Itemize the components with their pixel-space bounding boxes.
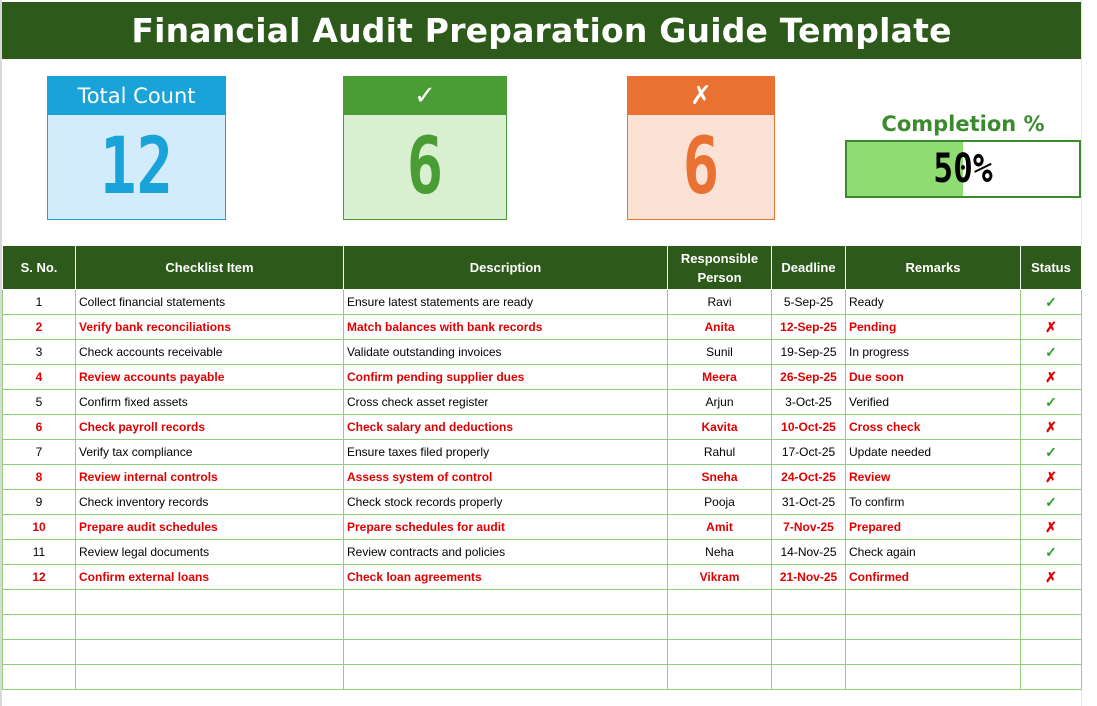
cell-deadline[interactable]: 10-Oct-25 <box>772 415 846 440</box>
empty-cell[interactable] <box>772 590 846 615</box>
cell-description[interactable]: Ensure taxes filed properly <box>344 440 668 465</box>
cell-checklist-item[interactable]: Collect financial statements <box>76 290 344 315</box>
cell-remarks[interactable]: Due soon <box>846 365 1021 390</box>
cell-checklist-item[interactable]: Prepare audit schedules <box>76 515 344 540</box>
cell-sno[interactable]: 2 <box>3 315 76 340</box>
cell-remarks[interactable]: Review <box>846 465 1021 490</box>
status-cross-icon: ✗ <box>1045 368 1057 385</box>
cell-checklist-item[interactable]: Confirm fixed assets <box>76 390 344 415</box>
check-icon: ✓ <box>344 77 506 115</box>
cell-status[interactable] <box>1021 365 1082 390</box>
header-remarks[interactable]: Remarks <box>846 246 1021 290</box>
empty-cell[interactable] <box>846 665 1021 690</box>
status-cross-icon: ✗ <box>1045 318 1057 335</box>
empty-cell[interactable] <box>3 590 76 615</box>
empty-cell[interactable] <box>344 615 668 640</box>
cell-sno[interactable]: 11 <box>3 540 76 565</box>
cell-description[interactable]: Validate outstanding invoices <box>344 340 668 365</box>
cell-status[interactable] <box>1021 340 1082 365</box>
cell-description[interactable]: Check stock records properly <box>344 490 668 515</box>
cell-description[interactable]: Prepare schedules for audit <box>344 515 668 540</box>
empty-cell[interactable] <box>772 640 846 665</box>
cell-remarks[interactable]: Confirmed <box>846 565 1021 590</box>
status-cross-icon: ✗ <box>1045 568 1057 585</box>
completed-count-value: 6 <box>406 122 444 212</box>
cell-description[interactable]: Confirm pending supplier dues <box>344 365 668 390</box>
cell-responsible-person[interactable]: Anita <box>668 315 772 340</box>
cell-deadline[interactable]: 21-Nov-25 <box>772 565 846 590</box>
cell-deadline[interactable]: 31-Oct-25 <box>772 490 846 515</box>
empty-cell[interactable] <box>344 665 668 690</box>
empty-cell[interactable] <box>772 665 846 690</box>
cell-checklist-item[interactable]: Confirm external loans <box>76 565 344 590</box>
cell-deadline[interactable]: 3-Oct-25 <box>772 390 846 415</box>
cell-deadline[interactable]: 7-Nov-25 <box>772 515 846 540</box>
cell-remarks[interactable]: To confirm <box>846 490 1021 515</box>
empty-cell[interactable] <box>76 615 344 640</box>
cell-description[interactable]: Match balances with bank records <box>344 315 668 340</box>
table-row <box>3 290 1082 315</box>
table-row <box>3 315 1082 340</box>
cell-status[interactable] <box>1021 540 1082 565</box>
cell-responsible-person[interactable]: Ravi <box>668 290 772 315</box>
empty-cell[interactable] <box>668 640 772 665</box>
empty-cell[interactable] <box>1021 665 1082 690</box>
cell-description[interactable]: Cross check asset register <box>344 390 668 415</box>
cell-remarks[interactable]: Ready <box>846 290 1021 315</box>
cell-checklist-item[interactable]: Check payroll records <box>76 415 344 440</box>
empty-cell[interactable] <box>668 615 772 640</box>
cross-icon: ✗ <box>628 77 774 115</box>
status-check-icon: ✓ <box>1045 543 1057 560</box>
cell-remarks[interactable]: Pending <box>846 315 1021 340</box>
empty-table-row <box>3 590 1082 615</box>
cell-sno[interactable]: 8 <box>3 465 76 490</box>
status-cross-icon: ✗ <box>1045 418 1057 435</box>
empty-cell[interactable] <box>846 615 1021 640</box>
table-row <box>3 415 1082 440</box>
total-count-value: 12 <box>99 122 174 212</box>
header-checklist-item[interactable]: Checklist Item <box>76 246 344 290</box>
header-responsible-person[interactable]: Responsible Person <box>668 246 772 290</box>
cell-sno[interactable]: 6 <box>3 415 76 440</box>
empty-cell[interactable] <box>344 590 668 615</box>
empty-cell[interactable] <box>846 640 1021 665</box>
cell-responsible-person[interactable]: Arjun <box>668 390 772 415</box>
cell-sno[interactable]: 12 <box>3 565 76 590</box>
checklist-table-body <box>3 290 1082 690</box>
cell-deadline[interactable]: 26-Sep-25 <box>772 365 846 390</box>
status-check-icon: ✓ <box>1045 393 1057 410</box>
checklist-table <box>2 245 1082 690</box>
cell-remarks[interactable]: In progress <box>846 340 1021 365</box>
cell-description[interactable]: Assess system of control <box>344 465 668 490</box>
cell-responsible-person[interactable]: Neha <box>668 540 772 565</box>
empty-cell[interactable] <box>76 640 344 665</box>
table-row <box>3 440 1082 465</box>
cell-deadline[interactable]: 5-Sep-25 <box>772 290 846 315</box>
cell-deadline[interactable]: 17-Oct-25 <box>772 440 846 465</box>
completion-progress-bar <box>845 140 1081 198</box>
pending-count-card <box>627 76 775 220</box>
sheet-right-margin <box>1081 0 1097 706</box>
empty-cell[interactable] <box>1021 640 1082 665</box>
empty-cell[interactable] <box>76 590 344 615</box>
table-row <box>3 540 1082 565</box>
cell-status[interactable] <box>1021 465 1082 490</box>
cell-checklist-item[interactable]: Review internal controls <box>76 465 344 490</box>
cell-remarks[interactable]: Verified <box>846 390 1021 415</box>
header-sno[interactable]: S. No. <box>3 246 76 290</box>
status-check-icon: ✓ <box>1045 493 1057 510</box>
status-cross-icon: ✗ <box>1045 518 1057 535</box>
empty-cell[interactable] <box>344 640 668 665</box>
cell-sno[interactable]: 4 <box>3 365 76 390</box>
cell-sno[interactable]: 5 <box>3 390 76 415</box>
table-header-row <box>3 246 1082 290</box>
table-row <box>3 515 1082 540</box>
table-row <box>3 465 1082 490</box>
cell-responsible-person[interactable]: Pooja <box>668 490 772 515</box>
table-row <box>3 340 1082 365</box>
empty-table-row <box>3 615 1082 640</box>
cell-responsible-person[interactable]: Sunil <box>668 340 772 365</box>
cell-deadline[interactable]: 24-Oct-25 <box>772 465 846 490</box>
table-row <box>3 565 1082 590</box>
cell-remarks[interactable]: Update needed <box>846 440 1021 465</box>
empty-cell[interactable] <box>1021 590 1082 615</box>
table-row <box>3 390 1082 415</box>
empty-cell[interactable] <box>3 640 76 665</box>
cell-responsible-person[interactable]: Vikram <box>668 565 772 590</box>
cell-responsible-person[interactable]: Meera <box>668 365 772 390</box>
completed-count-card <box>343 76 507 220</box>
empty-cell[interactable] <box>668 665 772 690</box>
empty-table-row <box>3 665 1082 690</box>
empty-cell[interactable] <box>76 665 344 690</box>
cell-status[interactable] <box>1021 415 1082 440</box>
cell-status[interactable] <box>1021 315 1082 340</box>
cell-responsible-person[interactable]: Kavita <box>668 415 772 440</box>
cell-remarks[interactable]: Cross check <box>846 415 1021 440</box>
cell-checklist-item[interactable]: Verify tax compliance <box>76 440 344 465</box>
empty-cell[interactable] <box>668 590 772 615</box>
cell-status[interactable] <box>1021 440 1082 465</box>
pending-count-value: 6 <box>682 122 720 212</box>
empty-cell[interactable] <box>1021 615 1082 640</box>
cell-remarks[interactable]: Prepared <box>846 515 1021 540</box>
status-check-icon: ✓ <box>1045 443 1057 460</box>
cell-sno[interactable]: 7 <box>3 440 76 465</box>
total-count-card <box>47 76 226 220</box>
cell-sno[interactable]: 1 <box>3 290 76 315</box>
header-status[interactable]: Status <box>1021 246 1082 290</box>
table-row <box>3 490 1082 515</box>
cell-remarks[interactable]: Check again <box>846 540 1021 565</box>
cell-responsible-person[interactable]: Amit <box>668 515 772 540</box>
cell-checklist-item[interactable]: Check accounts receivable <box>76 340 344 365</box>
empty-cell[interactable] <box>3 665 76 690</box>
cell-checklist-item[interactable]: Review accounts payable <box>76 365 344 390</box>
status-cross-icon: ✗ <box>1045 468 1057 485</box>
page-title: Financial Audit Preparation Guide Template <box>2 2 1081 59</box>
status-check-icon: ✓ <box>1045 293 1057 310</box>
cell-status[interactable] <box>1021 290 1082 315</box>
header-deadline[interactable]: Deadline <box>772 246 846 290</box>
table-row <box>3 365 1082 390</box>
cell-status[interactable] <box>1021 565 1082 590</box>
cell-checklist-item[interactable]: Verify bank reconciliations <box>76 315 344 340</box>
cell-sno[interactable]: 3 <box>3 340 76 365</box>
header-description[interactable]: Description <box>344 246 668 290</box>
completion-label: Completion % <box>881 112 1045 136</box>
cell-deadline[interactable]: 14-Nov-25 <box>772 540 846 565</box>
empty-cell[interactable] <box>846 590 1021 615</box>
total-count-label: Total Count <box>48 77 225 115</box>
empty-cell[interactable] <box>3 615 76 640</box>
cell-sno[interactable]: 10 <box>3 515 76 540</box>
cell-description[interactable]: Check loan agreements <box>344 565 668 590</box>
cell-status[interactable] <box>1021 515 1082 540</box>
status-check-icon: ✓ <box>1045 343 1057 360</box>
cell-deadline[interactable]: 19-Sep-25 <box>772 340 846 365</box>
cell-responsible-person[interactable]: Rahul <box>668 440 772 465</box>
cell-status[interactable] <box>1021 390 1082 415</box>
cell-description[interactable]: Check salary and deductions <box>344 415 668 440</box>
completion-percent-text: 50% <box>933 146 993 192</box>
cell-deadline[interactable]: 12-Sep-25 <box>772 315 846 340</box>
empty-table-row <box>3 640 1082 665</box>
cell-status[interactable] <box>1021 490 1082 515</box>
empty-cell[interactable] <box>772 615 846 640</box>
cell-checklist-item[interactable]: Review legal documents <box>76 540 344 565</box>
cell-sno[interactable]: 9 <box>3 490 76 515</box>
cell-description[interactable]: Review contracts and policies <box>344 540 668 565</box>
cell-checklist-item[interactable]: Check inventory records <box>76 490 344 515</box>
cell-description[interactable]: Ensure latest statements are ready <box>344 290 668 315</box>
cell-responsible-person[interactable]: Sneha <box>668 465 772 490</box>
